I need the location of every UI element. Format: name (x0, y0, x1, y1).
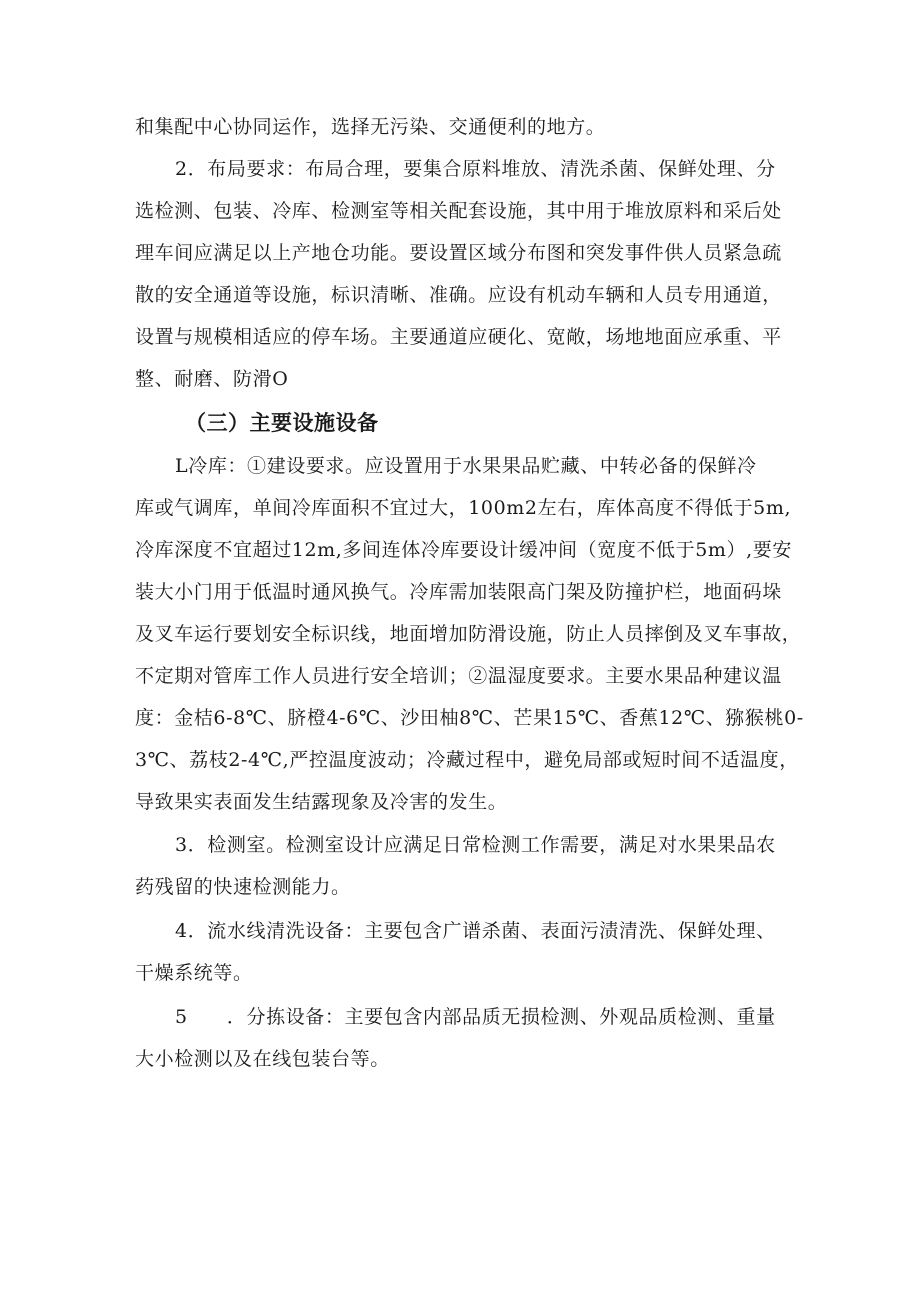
text-line: 散的安全通道等设施，标识清晰、准确。应设有机动车辆和人员专用通道， (135, 284, 782, 306)
paragraph-cleaning-equipment: 4．流水线清洗设备：主要包含广谱杀菌、表面污渍清洗、保鲜处理、 (175, 920, 776, 942)
section-heading: （三）主要设施设备 (185, 411, 379, 435)
text-line: 不定期对管库工作人员进行安全培训；②温湿度要求。主要水果品种建议温 (135, 665, 782, 687)
text-line: 库或气调库，单间冷库面积不宜过大，100m2左右，库体高度不得低于5m, (135, 497, 792, 519)
text-line: 冷库深度不宜超过12m,多间连体冷库要设计缓冲间（宽度不低于5m）,要安 (135, 539, 792, 561)
text-line: 导致果实表面发生结露现象及冷害的发生。 (135, 791, 508, 813)
text-line: 装大小门用于低温时通风换气。冷库需加装限高门架及防撞护栏，地面码垛 (135, 581, 782, 603)
text-line: 选检测、包装、冷库、检测室等相关配套设施，其中用于堆放原料和采后处 (135, 200, 782, 222)
paragraph-layout-requirements: 2．布局要求：布局合理，要集合原料堆放、清洗杀菌、保鲜处理、分 (175, 158, 776, 180)
text-line: 3℃、荔枝2-4℃,严控温度波动；冷藏过程中，避免局部或短时间不适温度， (135, 749, 799, 771)
paragraph-testing-room: 3．检测室。检测室设计应满足日常检测工作需要，满足对水果果品农 (175, 834, 776, 856)
paragraph-cold-storage: L冷库：①建设要求。应设置用于水果果品贮藏、中转必备的保鲜冷 (175, 455, 757, 477)
text-line: 及叉车运行要划安全标识线，地面增加防滑设施，防止人员摔倒及叉车事故， (135, 623, 802, 645)
text-line: 和集配中心协同运作，选择无污染、交通便利的地方。 (135, 116, 606, 138)
paragraph-sorting-equipment: 5 ．分拣设备：主要包含内部品质无损检测、外观品质检测、重量 (175, 1006, 776, 1028)
text-line: 度：金桔6-8℃、脐橙4-6℃、沙田柚8℃、芒果15℃、香蕉12℃、猕猴桃0- (135, 707, 804, 729)
text-line: 整、耐磨、防滑O (135, 368, 289, 390)
text-line: 设置与规模相适应的停车场。主要通道应硬化、宽敞，场地地面应承重、平 (135, 326, 782, 348)
text-line: 大小检测以及在线包装台等。 (135, 1048, 390, 1070)
text-line: 理车间应满足以上产地仓功能。要设置区域分布图和突发事件供人员紧急疏 (135, 242, 782, 264)
text-line: 药残留的快速检测能力。 (135, 876, 351, 898)
text-line: 干燥系统等。 (135, 962, 253, 984)
